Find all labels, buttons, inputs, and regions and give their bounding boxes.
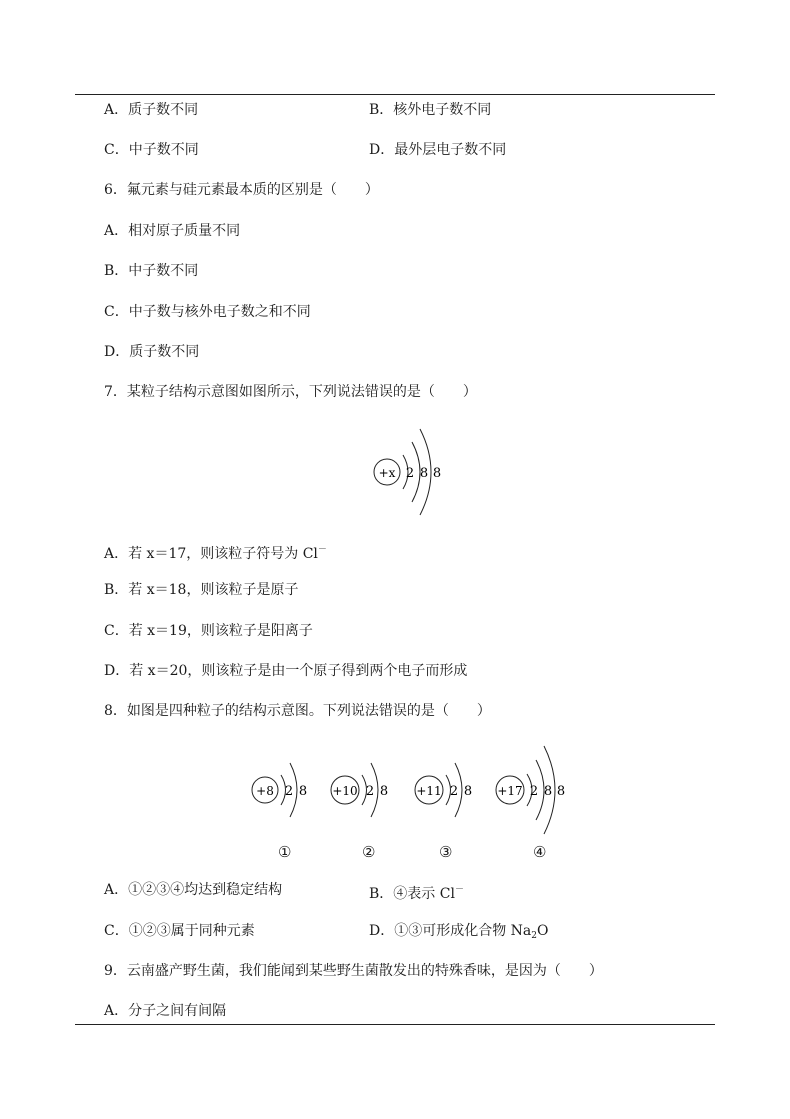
q9-stem: 9．云南盛产野生菌，我们能闻到某些野生菌散发出的特殊香味，是因为（ ）	[104, 963, 603, 979]
q9-option-a[interactable]: A．分子之间有间隔	[104, 1003, 227, 1019]
q8-p3-shell-count-2: 8	[463, 784, 473, 799]
q7-atom-diagram	[370, 425, 450, 520]
q7-option-c[interactable]: C．若 x＝19，则该粒子是阳离子	[104, 623, 313, 639]
q6-option-a[interactable]: A．相对原子质量不同	[104, 223, 241, 239]
q8-p4-shell-count-1: 2	[529, 784, 539, 799]
q8-p2-shell-count-1: 2	[365, 784, 375, 799]
q8-option-d-subscript: 2	[531, 931, 538, 941]
q6-option-c[interactable]: C．中子数与核外电子数之和不同	[104, 304, 311, 320]
q8-option-b-text: B．④表示 Cl	[369, 886, 455, 902]
q8-option-c[interactable]: C．①②③属于同种元素	[104, 923, 255, 939]
q8-p4-shell-count-2: 8	[543, 784, 553, 799]
q5-option-c[interactable]: C．中子数不同	[104, 142, 199, 158]
q8-option-b[interactable]	[369, 880, 464, 904]
q8-stem: 8．如图是四种粒子的结构示意图。下列说法错误的是（ ）	[104, 703, 491, 719]
q8-label-1: ①	[278, 843, 292, 861]
q8-option-d[interactable]	[369, 921, 549, 946]
q5-option-b[interactable]: B．核外电子数不同	[369, 102, 492, 118]
q8-option-b-charge: －	[454, 885, 464, 895]
q6-option-d[interactable]: D．质子数不同	[104, 344, 200, 360]
q8-option-a[interactable]: A．①②③④均达到稳定结构	[104, 882, 283, 898]
q7-option-a-text: A．若 x＝17，则该粒子符号为 Cl	[104, 546, 318, 562]
q5-option-a[interactable]: A．质子数不同	[104, 102, 199, 118]
q8-p4-shell-count-3: 8	[556, 784, 566, 799]
q8-p3-shell-count-1: 2	[449, 784, 459, 799]
q6-stem: 6．氟元素与硅元素最本质的区别是（ ）	[104, 182, 379, 198]
q8-label-4: ④	[533, 843, 547, 861]
top-rule	[75, 94, 715, 95]
q8-p1-shell-count-2: 8	[298, 784, 308, 799]
q8-label-3: ③	[439, 843, 453, 861]
q8-p2-nucleus-label: +10	[332, 784, 358, 798]
q7-option-d[interactable]: D．若 x＝20，则该粒子是由一个原子得到两个电子而形成	[104, 663, 468, 679]
bottom-rule	[75, 1024, 715, 1025]
q7-stem: 7．某粒子结构示意图如图所示，下列说法错误的是（ ）	[104, 384, 477, 400]
q8-p1-nucleus-label: +8	[256, 784, 274, 798]
q8-option-d-text: D．①③可形成化合物 Na	[369, 923, 532, 939]
q7-option-b[interactable]: B．若 x＝18，则该粒子是原子	[104, 582, 299, 598]
q8-particle-4-diagram	[493, 740, 573, 840]
q8-p2-shell-count-2: 8	[379, 784, 389, 799]
q8-particle-3-diagram	[412, 755, 482, 830]
q6-option-b[interactable]: B．中子数不同	[104, 263, 199, 279]
q5-option-d[interactable]: D．最外层电子数不同	[369, 142, 507, 158]
q8-particle-2-diagram	[328, 755, 398, 830]
q7-shell-count-2: 8	[419, 466, 429, 481]
q7-option-a-charge: －	[317, 545, 327, 555]
q7-shell-count-3: 8	[432, 466, 442, 481]
q8-p3-nucleus-label: +11	[416, 784, 442, 798]
q8-label-2: ②	[362, 843, 376, 861]
q8-option-d-tail: O	[537, 923, 549, 939]
q7-option-a[interactable]	[104, 540, 327, 564]
q8-p4-nucleus-label: +17	[497, 784, 523, 798]
q7-nucleus-label: +x	[378, 466, 396, 480]
q8-p1-shell-count-1: 2	[284, 784, 294, 799]
q8-particle-1-diagram	[248, 755, 318, 830]
q7-shell-count-1: 2	[405, 466, 415, 481]
